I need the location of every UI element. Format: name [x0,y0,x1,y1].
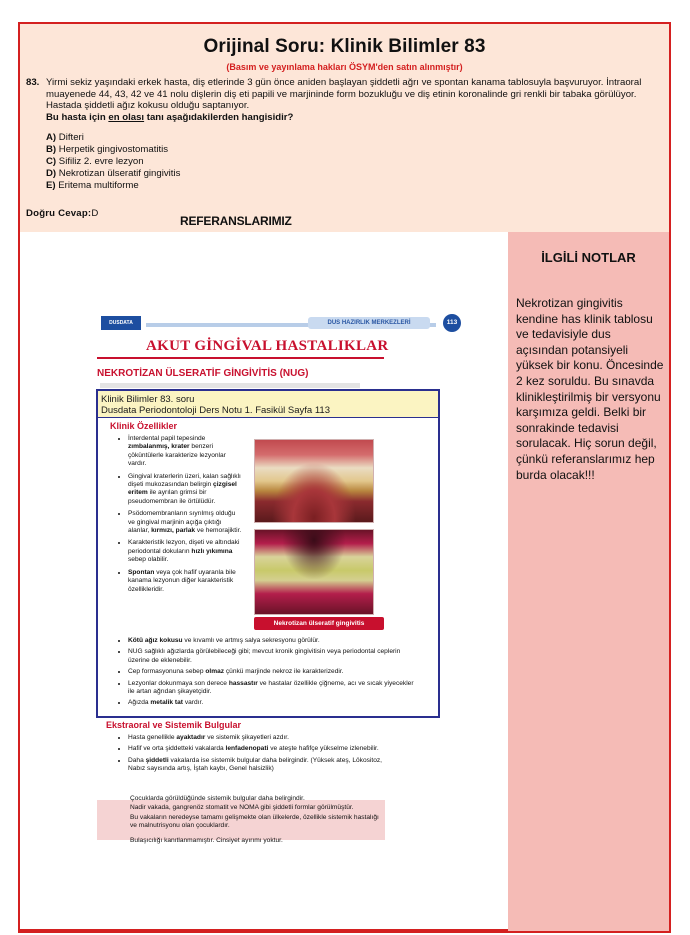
copyright-subtitle: (Basım ve yayınlama hakları ÖSYM'den satın alınmıştır) [226,62,463,72]
systemic-findings-title: Ekstraoral ve Sistemik Bulgular [106,720,242,730]
question-body [26,77,651,192]
prompt-underlined: en olası [108,111,145,123]
book-header-label: DUS HAZIRLIK MERKEZLERİ [308,317,430,329]
title-rule [97,357,384,359]
gingivitis-photo-2 [254,529,374,615]
prompt-before: Bu hasta için [46,111,109,123]
list-item: • Hafif ve orta şiddetteki vakalarda lenfadenopati ve ateşte hafifçe yükselme izlenebilir. [128,745,388,753]
option-d: D) Nekrotizan ülseratif gingivitis [46,168,181,180]
list-item: • Cep formasyonuna sebep olmaz çünkü marjinde nekroz ile karakterizedir. [128,668,420,676]
clinical-features-list [120,435,244,598]
gingivitis-photo-1 [254,439,374,523]
book-chapter-title: AKUT GİNGİVAL HASTALIKLAR [146,338,389,354]
list-item: • Daha şiddetli vakalarda ise sistemik bulgular daha belirgindir. (Yüksek ateş, Lökositoz, Nabız sayısında artış, İştah kaybı, Genel halsizlik) [128,757,388,774]
systemic-notes [130,795,384,846]
list-item: • Spontan veya çok hafif uyaranla bile kanama lezyonun diğer karakteristik özellikleridir. [128,569,244,594]
list-item: • NUG sağlıklı ağızlarda görülebileceği gibi; mevcut kronik gingivitisin veya periodontal ceplerin üzerine de eklenebilir. [128,648,420,665]
question-number: 83. [26,77,40,88]
notes-text: Nekrotizan gingivitis kendine has klinik tablosu ve tedavisiyle dus açısından potansiyeli yüksek bir konu. Öncesinde 2 kez soruldu. Bu sınavda klinikleştirilmiş bir versyonu karşımıza geldi. Belki bir sonrakinde tedavisi sorulacak. Hiç sorun değil, çünkü referanslarımız hep burda olacak!!! [516,296,664,482]
book-header-band [14,5,356,23]
list-item: • Ağızda metalik tat vardır. [128,699,420,707]
correct-answer [26,208,98,219]
photo-caption: Nekrotizan ülseratif gingivitis [254,617,384,630]
publisher-logo: DUSDATA [101,316,141,330]
callout-header [98,391,438,418]
note-line: Çocuklarda görüldüğünde sistemik bulgular daha belirgindir. [130,795,305,802]
option-a: A) Difteri [46,132,84,144]
book-section-title: NEKROTİZAN ÜLSERATİF GİNGİVİTİS (NUG) [97,368,309,379]
note-line: Bu vakaların neredeyse tamamı gelişmekte olan ülkelerde, özellikle sistemik hastalığı ve malnutrisyonu olan çocuklardır. [130,813,379,830]
answer-value: D [91,208,99,219]
list-item: • Lezyonlar dokunmaya son derece hassastır ve hastalar özellikle çiğneme, acı ve sıcak yiyecekler ile artan ağrıdan şikayetçidir. [128,680,420,697]
callout-line-1: Klinik Bilimler 83. soru [101,394,195,405]
question-title: Orijinal Soru: Klinik Bilimler 83 [203,36,486,57]
notes-panel [508,232,669,931]
option-c: C) Sifiliz 2. evre lezyon [46,156,144,168]
list-item: • Hasta genellikle ayaktadır ve sistemik şikayetleri azdır. [128,734,388,742]
clinical-features-list-2 [120,637,420,711]
note-line: Nadir vakada, gangrenöz stomatit ve NOMA gibi şiddetli formlar görülmüştür. [130,804,354,812]
notes-title: İLGİLİ NOTLAR [541,250,636,265]
references-title: REFERANSLARIMIZ [180,214,292,228]
clinical-features-title: Klinik Özellikler [110,421,178,431]
reference-callout [96,389,440,718]
answer-label: Doğru Cevap: [26,208,92,219]
list-item: • Kötü ağız kokusu ve kıvamlı ve artmış salya sekresyonu görülür. [128,637,420,645]
obscured-text-line [100,383,360,388]
answer-options [46,132,651,192]
callout-line-2: Dusdata Periodontoloji Ders Notu 1. Fasikül Sayfa 113 [101,405,331,416]
question-panel [20,24,669,232]
list-item: • Psödomembranların sıyrılmış olduğu ve gingival marjinin açığa çıktığı alanlar, kırmızı, parlak ve hemorajiktir. [128,510,244,535]
prompt-after: tanı aşağıdakilerden hangisidir? [144,111,294,123]
option-b: B) Herpetik gingivostomatitis [46,144,169,156]
question-prompt [46,112,651,124]
systemic-findings-list [120,734,388,777]
book-page-number: 113 [443,314,461,332]
list-item: • İnterdental papil tepesinde zımbalanmış, krater benzeri çöküntülerle karakterize lezyonlar vardır. [128,435,244,469]
option-e: E) Eritema multiforme [46,180,139,192]
note-line: Bulaşıcılığı kanıtlanmamıştır. Cinsiyet ayırımı yoktur. [130,836,283,844]
question-stem: Yirmi sekiz yaşındaki erkek hasta, diş etlerinde 3 gün önce aniden başlayan şiddetli ağrı ve spontan kanama tablosuyla başvuruyor. İntraoral muayenede 44, 43, 42 ve 41 nolu dişlerin diş eti papili ve marjininde form bozukluğu ve diş etinin koronalinde gri renkli bir tabaka görülüyor. Hastada şiddetli ağız kokusu olduğu saptanıyor. [46,77,642,112]
list-item: • Gingival kraterlerin üzeri, kalan sağlıklı dişeti mukozasından belirgin çizgisel eritem ile ayrılan grimsi bir pseudomembran ile örtülüdür. [128,473,244,507]
list-item: • Karakteristik lezyon, dişeti ve altındaki periodontal dokuların hızlı yıkımına sebep olabilir. [128,539,244,564]
